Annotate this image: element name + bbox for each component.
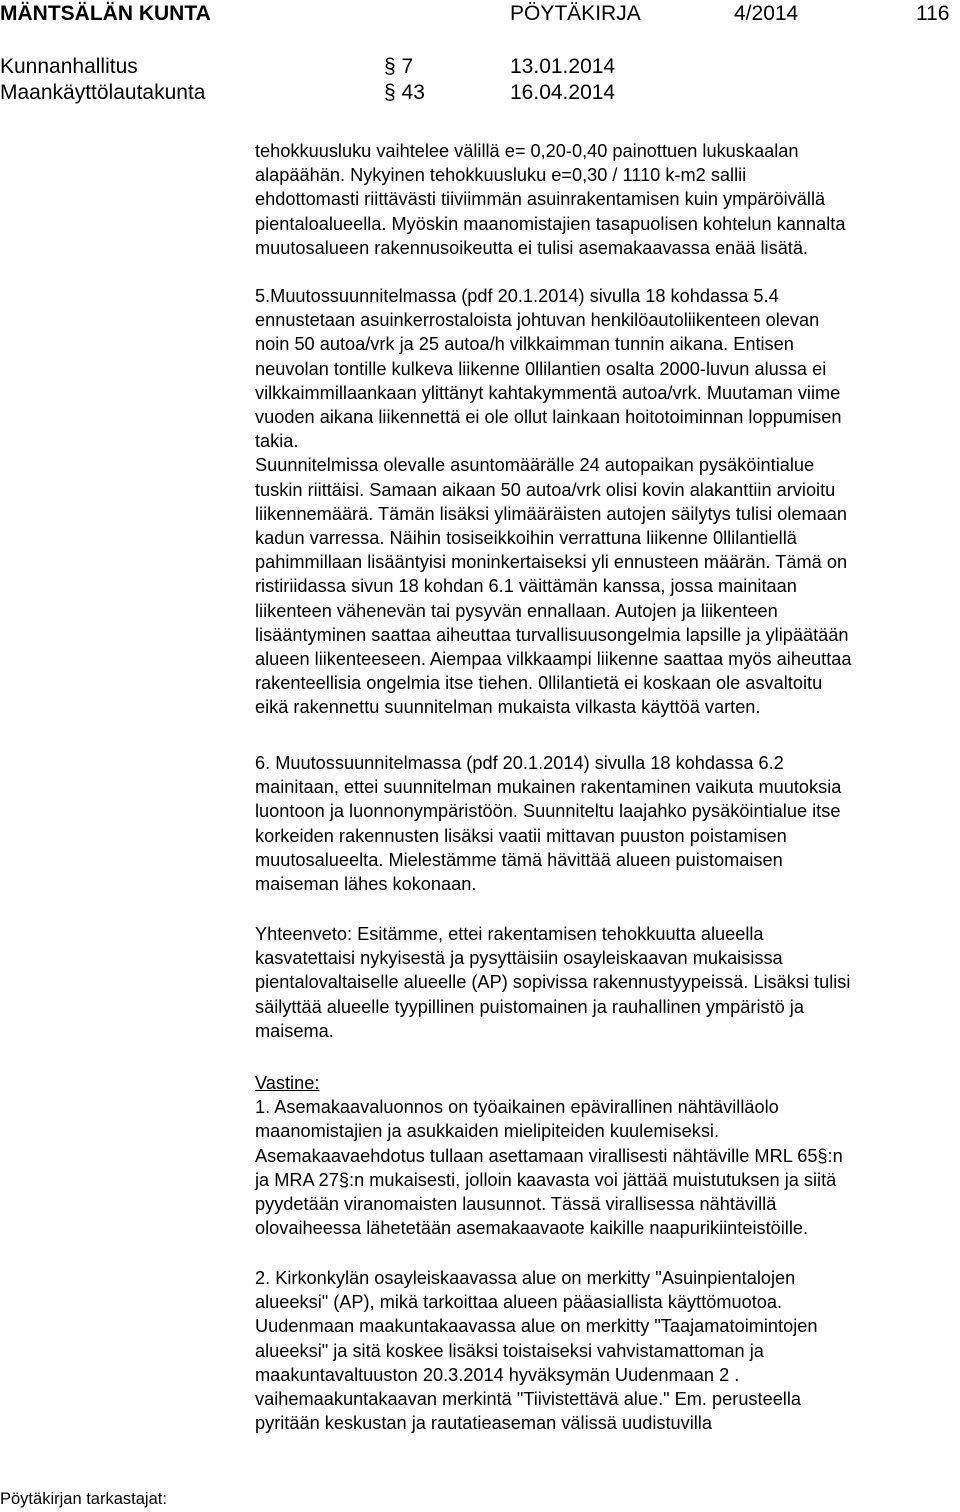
footer-divider — [0, 1482, 960, 1483]
text-line: maakuntavaltuuston 20.3.2014 hyväksymän Uudenmaan 2 . — [255, 1364, 740, 1385]
text-line: alueeksi" ja sitä koskee lisäksi toistaiseksi vahvistamattoman ja — [255, 1340, 764, 1361]
text-line: eikä rakennettu suunnitelman mukaista vilkasta käyttöä varten. — [255, 697, 761, 718]
text-line: Yhteenveto: Esitämme, ettei rakentamisen tehokkuutta alueella — [255, 924, 764, 944]
text-line: maisema. — [255, 1020, 334, 1041]
text-line: kasvatettaisi nykyisestä ja pysyttäisiin osayleiskaavan mukaisissa — [255, 948, 783, 969]
text-line: tehokkuusluku vaihtelee välillä e= 0,20-0,40 painottuen lukuskaalan — [255, 141, 799, 161]
meeting-date: 16.04.2014 — [510, 81, 616, 104]
text-line: pyydetään viranomaisten lausunnot. Tässä virallisessa nähtävillä — [255, 1194, 777, 1215]
text-line: Asemakaavaehdotus tullaan asettamaan virallisesti nähtäville MRL 65§:n — [255, 1145, 843, 1166]
text-line: takia. — [255, 431, 299, 452]
paragraph-density — [255, 139, 945, 260]
text-line: maanomistajien ja asukkaiden mielipiteiden kuulemiseksi. — [255, 1121, 720, 1142]
section-number: § 7 — [384, 55, 414, 78]
meeting-date: 13.01.2014 — [510, 55, 616, 78]
paragraph-response-2 — [255, 1266, 945, 1435]
text-line: vilkkaimmillaankaan ylittänyt kahtakymmentä autoa/vrk. Muutaman viime — [255, 382, 841, 403]
text-line: luontoon ja luonnonympäristöön. Suunniteltu laajahko pysäköintialue itse — [255, 801, 841, 822]
text-line: neuvolan tontille kulkeva liikenne 0llilantien osalta 2000-luvun alussa ei — [255, 358, 827, 379]
text-line: ennustetaan asuinkerrostaloista johtuvan henkilöautoliikenteen olevan — [255, 310, 820, 331]
text-line: pientaloalueella. Myöskin maanomistajien tasapuolisen kohtelun kannalta — [255, 213, 846, 234]
text-line: Uudenmaan maakuntakaavassa alue on merkitty "Taajamatoimintojen — [255, 1316, 818, 1337]
text-line: ehdottomasti riittävästi tiiviimmän asuinrakentamisen kuin ympäröivällä — [255, 189, 826, 210]
text-line: rakenteellisia ongelmia itse tiehen. 0llilantietä ei koskaan ole asvaltoitu — [255, 673, 823, 694]
text-line: säilyttää alueelle tyypillinen puistomainen ja rauhallinen ympäristö ja — [255, 996, 804, 1017]
paragraph-traffic — [255, 284, 945, 720]
meeting-body: Kunnanhallitus — [0, 55, 138, 78]
text-line: ja MRA 27§:n mukaisesti, jolloin kaavasta voi jättää muistutuksen ja siitä — [255, 1169, 837, 1190]
paragraph-summary — [255, 922, 945, 1043]
meeting-body: Maankäyttölautakunta — [0, 81, 206, 104]
doc-number: 4/2014 — [734, 2, 799, 25]
text-line: Suunnitelmissa olevalle asuntomäärälle 24 autopaikan pysäköintialue — [255, 455, 815, 476]
paragraph-response-1 — [255, 1071, 945, 1240]
text-line: 2. Kirkonkylän osayleiskaavassa alue on merkitty "Asuinpientalojen — [255, 1268, 796, 1288]
text-line: pientalovaltaiselle alueelle (AP) sopivissa rakennustyypeissä. Lisäksi tulisi — [255, 972, 851, 993]
paragraph-nature — [255, 751, 945, 896]
text-line: liikenteen vähenevän tai pysyvän ennallaan. Autojen ja liikenteen — [255, 600, 778, 621]
text-line: alueeksi" (AP), mikä tarkoittaa alueen pääasiallista käyttömuotoa. — [255, 1292, 783, 1313]
text-line: alapäähän. Nykyinen tehokkuusluku e=0,30 / 1110 k-m2 sallii — [255, 165, 747, 186]
text-line: korkeiden rakennusten lisäksi vaatii mittavan puuston poistamisen — [255, 825, 787, 846]
text-line: vaihemaakuntakaavan merkintä "Tiivistettävä alue." Em. perusteella — [255, 1389, 802, 1410]
text-line: pyritään keskustan ja rautatieaseman välissä uudistuvilla — [255, 1413, 712, 1434]
text-line: tuskin riittäisi. Samaan aikaan 50 autoa/vrk olisi kovin alakanttiin arvioitu — [255, 479, 836, 500]
text-line: ristiriidassa sivun 18 kohdan 6.1 väittämän kanssa, jossa mainitaan — [255, 576, 797, 597]
text-line: 5.Muutossuunnitelmassa (pdf 20.1.2014) sivulla 18 kohdassa 5.4 — [255, 286, 779, 306]
text-line: muutosalueelta. Mielestämme tämä hävittää alueen puistomaisen — [255, 849, 783, 870]
text-line: mainitaan, ettei suunnitelman mukainen rakentaminen vaikuta muutoksia — [255, 777, 842, 798]
section-number: § 43 — [384, 81, 425, 104]
text-line: 1. Asemakaavaluonnos on työaikainen epävirallinen nähtävilläolo — [255, 1097, 779, 1118]
text-line: maiseman lähes kokonaan. — [255, 874, 477, 895]
doc-type: PÖYTÄKIRJA — [510, 2, 641, 25]
text-line: vuoden aikana liikennettä ei ole ollut lainkaan hoitotoiminnan loppumisen — [255, 407, 842, 428]
text-line: 6. Muutossuunnitelmassa (pdf 20.1.2014) sivulla 18 kohdassa 6.2 — [255, 753, 784, 773]
text-line: kadun varressa. Näihin tosiseikkoihin verrattuna liikenne 0llilantiellä — [255, 528, 797, 549]
response-heading: Vastine: — [255, 1073, 320, 1093]
text-line: alueen liikenteeseen. Aiempaa vilkkaampi liikenne saattaa myös aiheuttaa — [255, 649, 852, 670]
text-line: muutosalueen rakennusoikeutta ei tulisi asemakaavassa enää lisätä. — [255, 237, 809, 258]
text-line: noin 50 autoa/vrk ja 25 autoa/h vilkkaimman tunnin aikana. Entisen — [255, 334, 794, 355]
text-line: liikennemäärä. Tämän lisäksi ylimääräisten autojen säilytys tulisi olemaan — [255, 503, 848, 524]
text-line: lisääntyminen saattaa aiheuttaa turvallisuusongelmia lapsille ja ylipäätään — [255, 624, 849, 645]
footer-inspectors-label: Pöytäkirjan tarkastajat: — [0, 1490, 167, 1508]
text-line: pahimmillaan lisääntyisi moninkertaiseksi yli ennusteen määrän. Tämä on — [255, 552, 848, 573]
text-line: olovaiheessa lähetetään asemakaavaote kaikille naapurikiinteistöille. — [255, 1218, 809, 1239]
page-number: 116 — [916, 2, 950, 25]
org-name: MÄNTSÄLÄN KUNTA — [0, 2, 211, 25]
